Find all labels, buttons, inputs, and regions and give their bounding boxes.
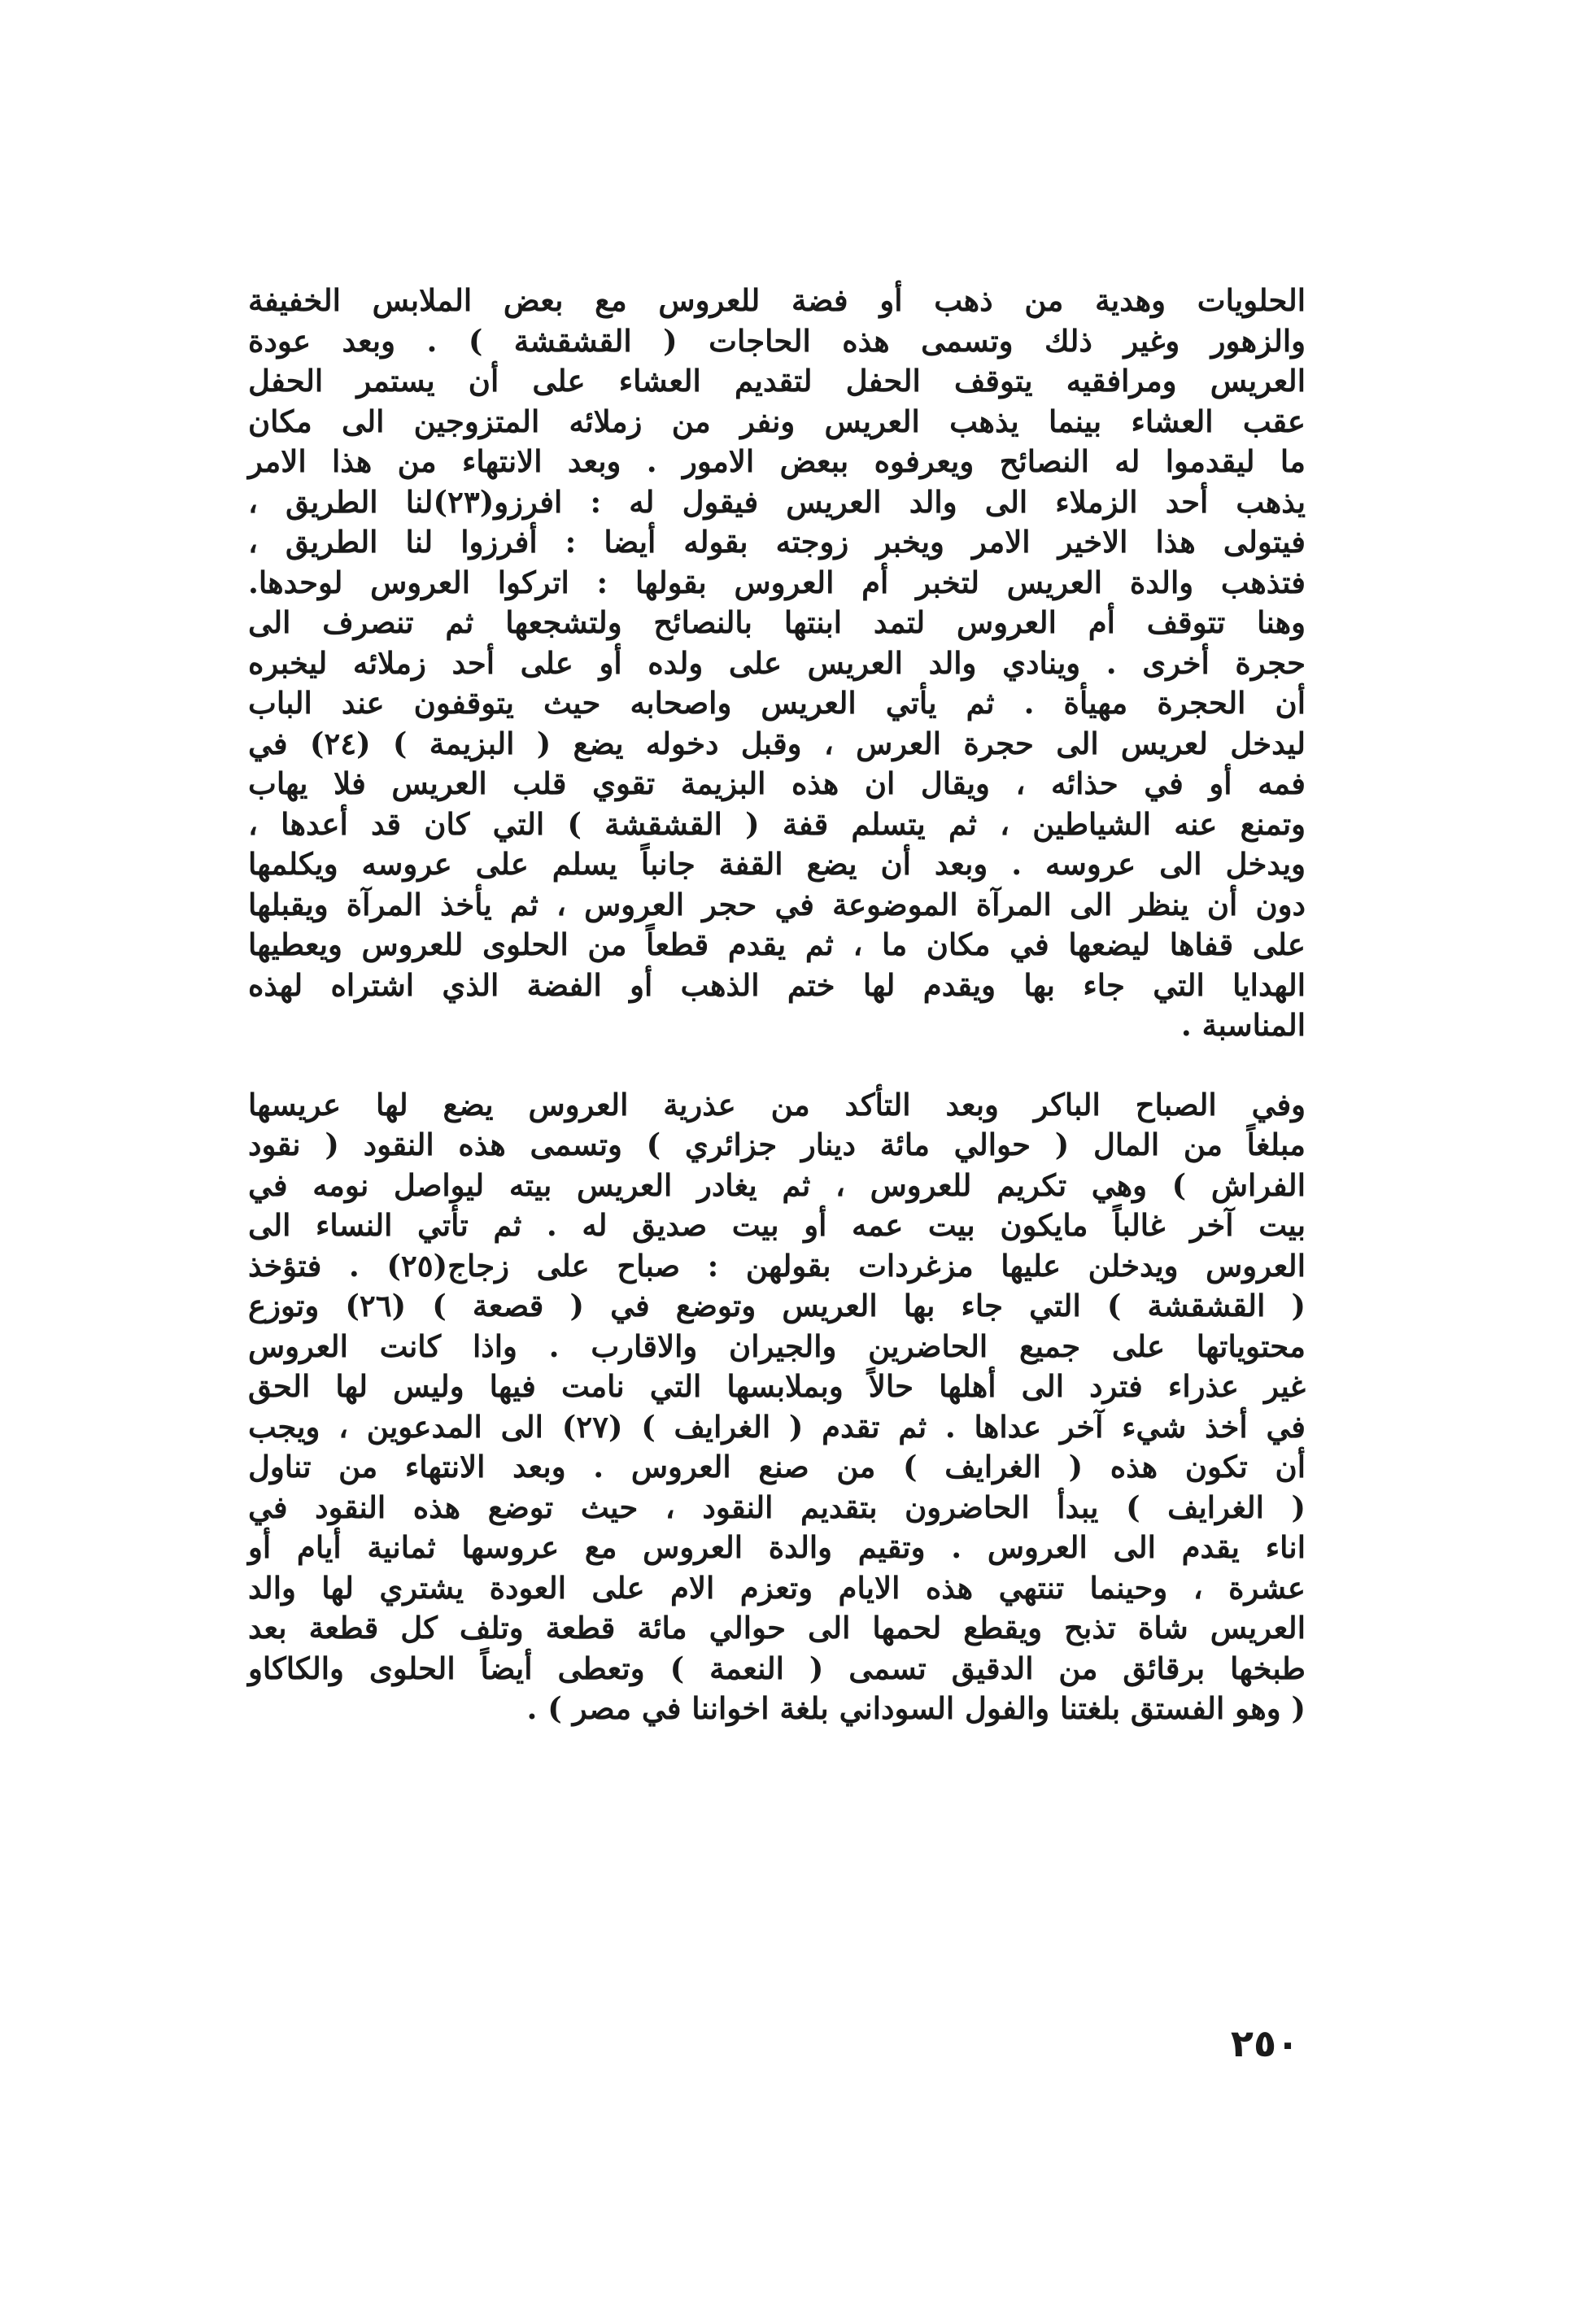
text-line: محتوياتها على جميع الحاضرين والجيران والاقارب . واذا كانت العروس [248, 1328, 1306, 1364]
text-line: فيتولى هذا الاخير الامر ويخبر زوجته بقوله أيضا : أفرزوا لنا الطريق ، [248, 524, 1306, 560]
text-line: ( القشقشة ) التي جاء بها العريس وتوضع في ( قصعة ) (٢٦) وتوزع [248, 1288, 1306, 1323]
text-line: وهنا تتوقف أم العروس لتمد ابنتها بالنصائح ولتشجعها ثم تنصرف الى [248, 604, 1306, 640]
text-line: العروس ويدخلن عليها مزغردات بقولهن : صباح على زجاج(٢٥) . فتؤخذ [248, 1247, 1306, 1284]
text-line: ليدخل لعريس الى حجرة العرس ، وقبل دخوله يضع ( البزيمة ) (٢٤) في [248, 725, 1306, 761]
text-line: ويدخل الى عروسه . وبعد أن يضع القفة جانباً يسلم على عروسه ويكلمها [248, 846, 1306, 882]
text-line: حجرة أخرى . وينادي والد العريس على ولده أو على أحد زملائه ليخبره [248, 644, 1306, 681]
text-line: ( الغرايف ) يبدأ الحاضرون بتقديم النقود ، حيث توضع هذه النقود في [248, 1489, 1306, 1525]
text-line: وتمنع عنه الشياطين ، ثم يتسلم قفة ( القشقشة ) التي كان قد أعدها ، [248, 805, 1306, 842]
text-line: اناء يقدم الى العروس . وتقيم والدة العروس مع عروسها ثمانية أيام أو [248, 1529, 1306, 1565]
text-line: العريس ومرافقيه يتوقف الحفل لتقديم العشاء على أن يستمر الحفل [248, 363, 1306, 399]
text-line: الحلويات وهدية من ذهب أو فضة للعروس مع بعض الملابس الخفيفة [248, 282, 1306, 318]
text-line: المناسبة . [1180, 1007, 1306, 1043]
page-number: ٢٥٠ [1230, 2021, 1300, 2065]
text-line: العريس شاة تذبح ويقطع لحمها الى حوالي مائة قطعة وتلف كل قطعة بعد [248, 1610, 1306, 1646]
text-line: في أخذ شيء آخر عداها . ثم تقدم ( الغرايف ) (٢٧) الى المدعوين ، ويجب [248, 1408, 1306, 1445]
text-line: على قفاها ليضعها في مكان ما ، ثم يقدم قطعاً من الحلوى للعروس ويعطيها [248, 926, 1306, 962]
paragraph-spacer [248, 1046, 1306, 1085]
text-line: والزهور وغير ذلك وتسمى هذه الحاجات ( القشقشة ) . وبعد عودة [248, 322, 1306, 359]
paragraph-2 [248, 1085, 1306, 1729]
text-line: عشرة ، وحينما تنتهي هذه الايام وتعزم الام على العودة يشتري لها والد [248, 1569, 1306, 1606]
text-line: الهدايا التي جاء بها ويقدم لها ختم الذهب أو الفضة الذي اشتراه لهذه [248, 966, 1306, 1003]
text-line: دون أن ينظر الى المرآة الموضوعة في حجر العروس ، ثم يأخذ المرآة ويقبلها [248, 886, 1306, 922]
text-line: أن الحجرة مهيأة . ثم يأتي العريس واصحابه حيث يتوقفون عند الباب [248, 685, 1306, 721]
text-line: فمه أو في حذائه ، ويقال ان هذه البزيمة تقوي قلب العريس فلا يهاب [248, 765, 1306, 801]
text-line: ما ليقدموا له النصائح ويعرفوه ببعض الامور . وبعد الانتهاء من هذا الامر [248, 443, 1306, 479]
page-text-body [248, 281, 1306, 1729]
text-line: بيت آخر غالباً مايكون بيت عمه أو بيت صديق له . ثم تأتي النساء الى [248, 1207, 1306, 1243]
text-line: ( وهو الفستق بلغتنا والفول السوداني بلغة اخواننا في مصر ) . [526, 1690, 1306, 1726]
text-line: عقب العشاء بينما يذهب العريس ونفر من زملائه المتزوجين الى مكان [248, 403, 1306, 439]
text-line: مبلغاً من المال ( حوالي مائة دينار جزائري ) وتسمى هذه النقود ( نقود [248, 1127, 1306, 1162]
text-line: يذهب أحد الزملاء الى والد العريس فيقول له : افرزو(٢٣)لنا الطريق ، [248, 483, 1306, 520]
text-line: أن تكون هذه ( الغرايف ) من صنع العروس . وبعد الانتهاء من تناول [248, 1449, 1306, 1484]
text-line: فتذهب والدة العريس لتخبر أم العروس بقولها : اتركوا العروس لوحدها. [248, 564, 1306, 600]
text-line: الفراش ) وهي تكريم للعروس ، ثم يغادر العريس بيته ليواصل نومه في [248, 1166, 1306, 1203]
text-line: غير عذراء فترد الى أهلها حالاً وبملابسها التي نامت فيها وليس لها الحق [248, 1368, 1306, 1404]
paragraph-1 [248, 281, 1306, 1046]
text-line: وفي الصباح الباكر وبعد التأكد من عذرية العروس يضع لها عريسها [248, 1086, 1306, 1123]
text-line: طبخها برقائق من الدقيق تسمى ( النعمة ) وتعطى أيضاً الحلوى والكاكاو [248, 1650, 1306, 1686]
